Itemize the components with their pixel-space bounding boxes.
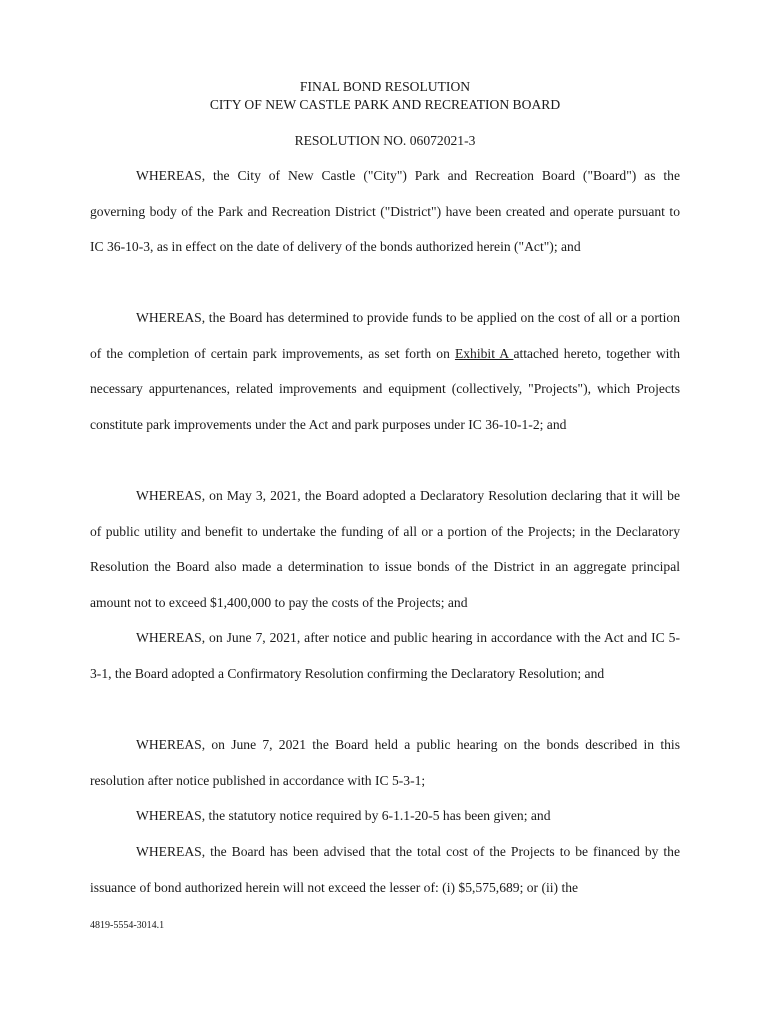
document-title: FINAL BOND RESOLUTION [299, 79, 471, 94]
paragraph-5: WHEREAS, on June 7, 2021 the Board held a public hearing on the bonds described in this resolution after notice published in accordance with IC 5-3-1; [90, 737, 680, 788]
document-id: 4819-5554-3014.1 [90, 920, 165, 931]
paragraph-4: WHEREAS, on June 7, 2021, after notice and public hearing in accordance with the Act and IC 5-3-1, the Board adopted a Confirmatory Resolution confirming the Declaratory Resolution; and [90, 630, 680, 681]
paragraph-2 [90, 300, 680, 442]
paragraph-3: WHEREAS, on May 3, 2021, the Board adopted a Declaratory Resolution declaring that it will be of public utility and benefit to undertake the funding of all or a portion of the Projects; in the Declaratory Resolution the Board also made a determination to issue bonds of the District in an aggregate principal amount not to exceed $1,400,000 to pay the costs of the Projects; and [90, 488, 680, 610]
paragraph-1: WHEREAS, the City of New Castle ("City") Park and Recreation Board ("Board") as the governing body of the Park and Recreation District ("District") have been created and operate pursuant to IC 36-10-3, as in effect on the date of delivery of the bonds authorized herein ("Act"); and [90, 168, 680, 254]
resolution-number: RESOLUTION NO. 06072021-3 [294, 133, 476, 148]
paragraph-6: WHEREAS, the statutory notice required by 6-1.1-20-5 has been given; and [136, 808, 551, 823]
paragraph-2-text-before: WHEREAS, the Board has determined to provide funds to be applied on the cost of all or a portion of the completion of certain park improvements, as set forth on [90, 310, 680, 361]
paragraph-2-text-after: attached hereto, together with necessary appurtenances, related improvements and equipment (collectively, "Projects"), which Projects constitute park improvements under the Act and park purposes under IC 36-10-1-2; and [90, 345, 681, 432]
document-subtitle: CITY OF NEW CASTLE PARK AND RECREATION BOARD [209, 97, 561, 112]
paragraph-7: WHEREAS, the Board has been advised that the total cost of the Projects to be financed by the issuance of bond authorized herein will not exceed the lesser of: (i) $5,575,689; or (ii) the [90, 844, 680, 895]
exhibit-a-link[interactable]: Exhibit A [454, 345, 514, 361]
